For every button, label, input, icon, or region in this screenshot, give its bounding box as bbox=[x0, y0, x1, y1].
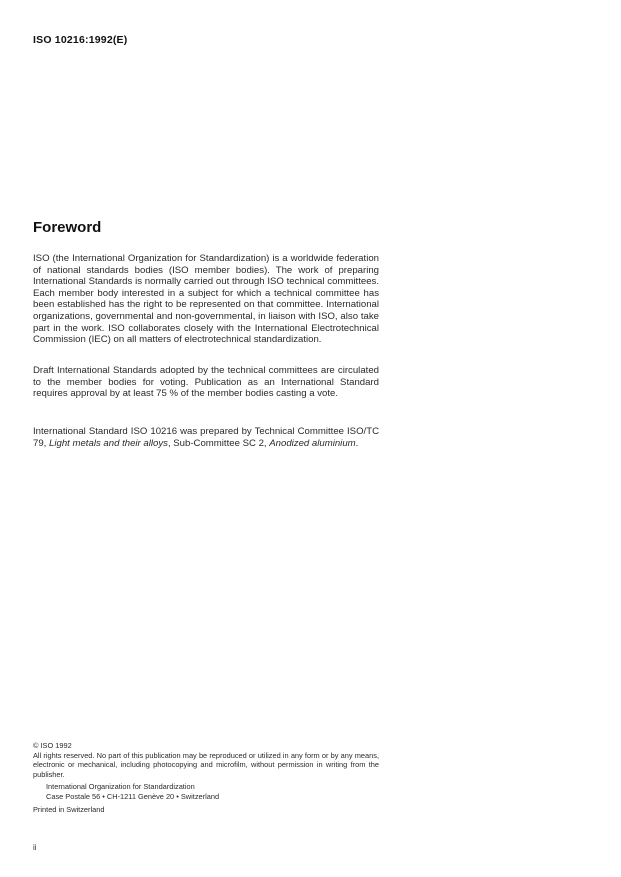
page-number: ii bbox=[33, 843, 37, 852]
section-title: Foreword bbox=[33, 219, 102, 236]
foreword-paragraph-3 bbox=[33, 426, 379, 449]
copyright-block bbox=[33, 741, 379, 814]
organization-name: International Organization for Standardization bbox=[46, 782, 195, 792]
committee-title: Light metals and their alloys bbox=[49, 437, 168, 449]
printed-location: Printed in Switzerland bbox=[33, 804, 105, 814]
organization-address: Case Postale 56 • CH-1211 Genève 20 • Switzerland bbox=[46, 791, 220, 801]
foreword-paragraph-2: Draft International Standards adopted by the technical committees are circulated to the member bodies for voting. Publication as an International Standard requires approval by at least 75 % of the member bodies casting a vote. bbox=[33, 365, 379, 400]
subcommittee-title: Anodized aluminium bbox=[269, 437, 356, 449]
foreword-paragraph-1: ISO (the International Organization for Standardization) is a worldwide federation of national standards bodies (ISO member bodies). The work of preparing International Standards is normally carried out through ISO technical committees. Each member body interested in a subject for which a technical committee has been established has the right to be represented on that committee. International organizations, governmental and non-governmental, in liaison with ISO, also take part in the work. ISO collaborates closely with the International Electrotechnical Commission (IEC) on all matters of electrotechnical standardization. bbox=[33, 253, 379, 346]
copyright-notice: © ISO 1992 bbox=[33, 741, 72, 750]
p3-text-1: International Standard ISO 10216 was prepared by Technical Committee ISO/TC 79, bbox=[33, 426, 379, 449]
document-id-header: ISO 10216:1992(E) bbox=[33, 34, 128, 46]
rights-statement: All rights reserved. No part of this publication may be reproduced or utilized in any form or by any means, electronic or mechanical, including photocopying and microfilm, without permission in writing from the publisher. bbox=[33, 750, 379, 779]
p3-text-2: , Sub-Committee SC 2, bbox=[167, 437, 270, 449]
p3-text-3: . bbox=[355, 437, 359, 449]
